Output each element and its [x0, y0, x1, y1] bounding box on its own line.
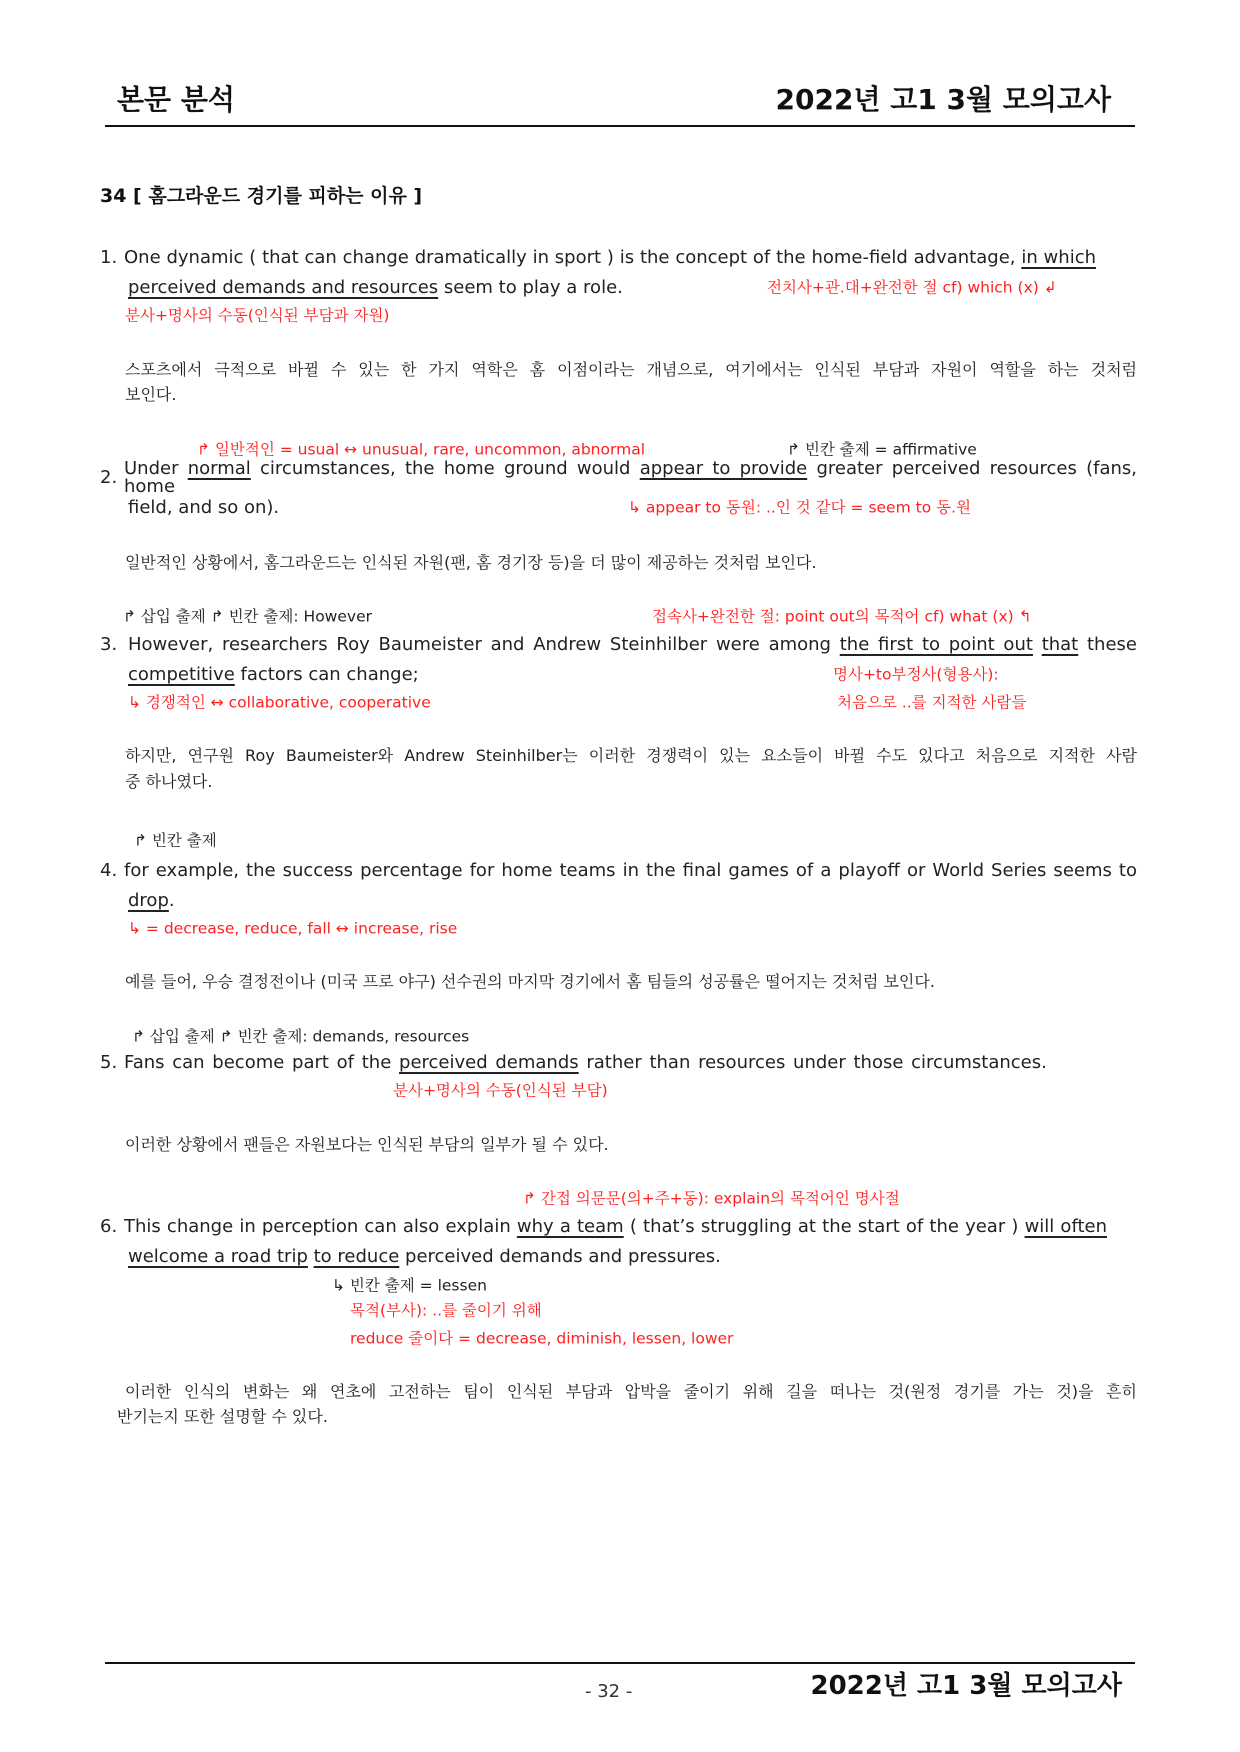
translation: 하지만, 연구원 Roy Baumeister와 Andrew Steinhilber는 이러한 경쟁력이 있는 요소들이 바뀔 수도 있다고 처음으로 지적한 사람: [125, 746, 1137, 765]
grammar-note: 전치사+관.대+완전한 절 cf) which (x) ↲: [767, 278, 1057, 297]
sentence-number: 6.: [100, 1216, 118, 1237]
header-rule: [105, 125, 1135, 127]
grammar-note: 명사+to부정사(형용사):: [833, 665, 999, 684]
grammar-note: 접속사+완전한 절: point out의 목적어 cf) what (x) ↰: [652, 607, 1032, 626]
exam-note: ↱ 삽입 출제 ↱ 빈칸 출제: demands, resources: [132, 1027, 470, 1046]
text-segment: circumstances, the home ground would: [250, 458, 640, 479]
footer-rule: [105, 1662, 1135, 1664]
text-segment: .: [168, 890, 175, 911]
header-right-title: 2022년 고1 3월 모의고사: [775, 83, 1111, 116]
underlined-phrase: will often: [1024, 1216, 1108, 1237]
text-segment: This change in perception can also explain: [124, 1216, 517, 1237]
translation: 일반적인 상황에서, 홈그라운드는 인식된 자원(팬, 홈 경기장 등)을 더 많이 제공하는 것처럼 보인다.: [125, 553, 817, 572]
grammar-note: ↳ appear to 동원: ..인 것 같다 = seem to 동.원: [628, 498, 971, 517]
grammar-note: 분사+명사의 수동(인식된 부담과 자원): [125, 306, 390, 325]
text-segment: rather than resources under those circumstances.: [578, 1052, 1047, 1073]
translation: 중 하나였다.: [125, 772, 213, 791]
grammar-note: 처음으로 ..를 지적한 사람들: [837, 693, 1027, 712]
header-left-title: 본문 분석: [117, 83, 235, 116]
sentence-1-line-2: [128, 279, 623, 297]
exam-note: ↱ 삽입 출제 ↱ 빈칸 출제: However: [123, 607, 372, 626]
sentence-number: 4.: [100, 860, 118, 881]
underlined-phrase: that: [1041, 634, 1079, 655]
sentence-4-line-1: for example, the success percentage for home teams in the final games of a playoff or World Series seems to: [124, 860, 1137, 881]
sentence-1-line-1: [124, 249, 1096, 267]
text-segment: One dynamic ( that can change dramatically in sport ) is the concept of the home-field advantage,: [124, 247, 1022, 268]
text-segment: perceived demands and pressures.: [399, 1246, 721, 1267]
underlined-phrase: in which: [1021, 247, 1096, 268]
underlined-phrase: appear to provide: [639, 458, 808, 479]
text-segment: Under: [124, 458, 188, 479]
sentence-3-line-1: [128, 636, 1137, 654]
sentence-2-line-1: [124, 460, 1137, 496]
vocab-note: ↳ 경쟁적인 ↔ collaborative, cooperative: [128, 693, 431, 712]
text-segment: ( that’s struggling at the start of the year ): [623, 1216, 1025, 1237]
sentence-6-line-1: [124, 1218, 1107, 1236]
translation: 이러한 상황에서 팬들은 자원보다는 인식된 부담의 일부가 될 수 있다.: [125, 1135, 609, 1154]
grammar-note: 목적(부사): ..를 줄이기 위해: [350, 1301, 542, 1320]
grammar-note: ↱ 간접 의문문(의+주+동): explain의 목적어인 명사절: [523, 1189, 900, 1208]
translation: 스포츠에서 극적으로 바뀔 수 있는 한 가지 역학은 홈 이점이라는 개념으로, 여기에서는 인식된 부담과 자원이 역할을 하는 것처럼: [125, 360, 1137, 379]
text-segment: Fans can become part of the: [124, 1052, 400, 1073]
underlined-phrase: perceived demands and resources: [128, 277, 439, 298]
underlined-phrase: drop: [128, 890, 169, 911]
section-title: 34 [ 홈그라운드 경기를 피하는 이유 ]: [100, 185, 423, 207]
sentence-4-line-2: [128, 892, 175, 910]
page-number: - 32 -: [585, 1681, 633, 1702]
translation: 이러한 인식의 변화는 왜 연초에 고전하는 팀이 인식된 부담과 압박을 줄이기 위해 길을 떠나는 것(원정 경기를 가는 것)을 흔히: [125, 1382, 1137, 1401]
translation: 예를 들어, 우승 결정전이나 (미국 프로 야구) 선수권의 마지막 경기에서 홈 팀들의 성공률은 떨어지는 것처럼 보인다.: [125, 972, 935, 991]
underlined-phrase: normal: [187, 458, 251, 479]
sentence-3-line-2: [128, 666, 419, 684]
text-segment: greater perceived resources (fans, home: [124, 458, 1137, 497]
vocab-note: ↳ = decrease, reduce, fall ↔ increase, rise: [128, 919, 458, 938]
underlined-phrase: welcome a road trip: [128, 1246, 308, 1267]
text-segment: [1033, 634, 1042, 655]
footer-title: 2022년 고1 3월 모의고사: [810, 1671, 1122, 1701]
sentence-5-line-1: [124, 1054, 1047, 1072]
text-segment: seem to play a role.: [438, 277, 623, 298]
translation: 반기는지 또한 설명할 수 있다.: [117, 1407, 328, 1426]
vocab-note: ↱ 일반적인 = usual ↔ unusual, rare, uncommon, abnormal: [197, 440, 645, 459]
underlined-phrase: why a team: [516, 1216, 624, 1237]
underlined-phrase: perceived demands: [399, 1052, 579, 1073]
exam-note: ↳ 빈칸 출제 = lessen: [332, 1276, 487, 1295]
vocab-note: reduce 줄이다 = decrease, diminish, lessen, lower: [350, 1329, 734, 1348]
exam-note: ↱ 빈칸 출제: [134, 831, 217, 850]
underlined-phrase: competitive: [128, 664, 235, 685]
sentence-6-line-2: [128, 1248, 721, 1266]
grammar-note: 분사+명사의 수동(인식된 부담): [393, 1081, 608, 1100]
exam-note: ↱ 빈칸 출제 = affirmative: [787, 440, 977, 459]
underlined-phrase: to reduce: [313, 1246, 400, 1267]
sentence-2-line-2: field, and so on).: [128, 497, 280, 518]
text-segment: factors can change;: [234, 664, 419, 685]
underlined-phrase: the first to point out: [839, 634, 1033, 655]
sentence-number: 2.: [100, 467, 118, 488]
translation: 보인다.: [125, 385, 177, 404]
text-segment: However, researchers Roy Baumeister and Andrew Steinhilber were among: [128, 634, 840, 655]
text-segment: these: [1078, 634, 1137, 655]
sentence-number: 3.: [100, 634, 118, 655]
sentence-number: 5.: [100, 1052, 118, 1073]
sentence-number: 1.: [100, 247, 118, 268]
